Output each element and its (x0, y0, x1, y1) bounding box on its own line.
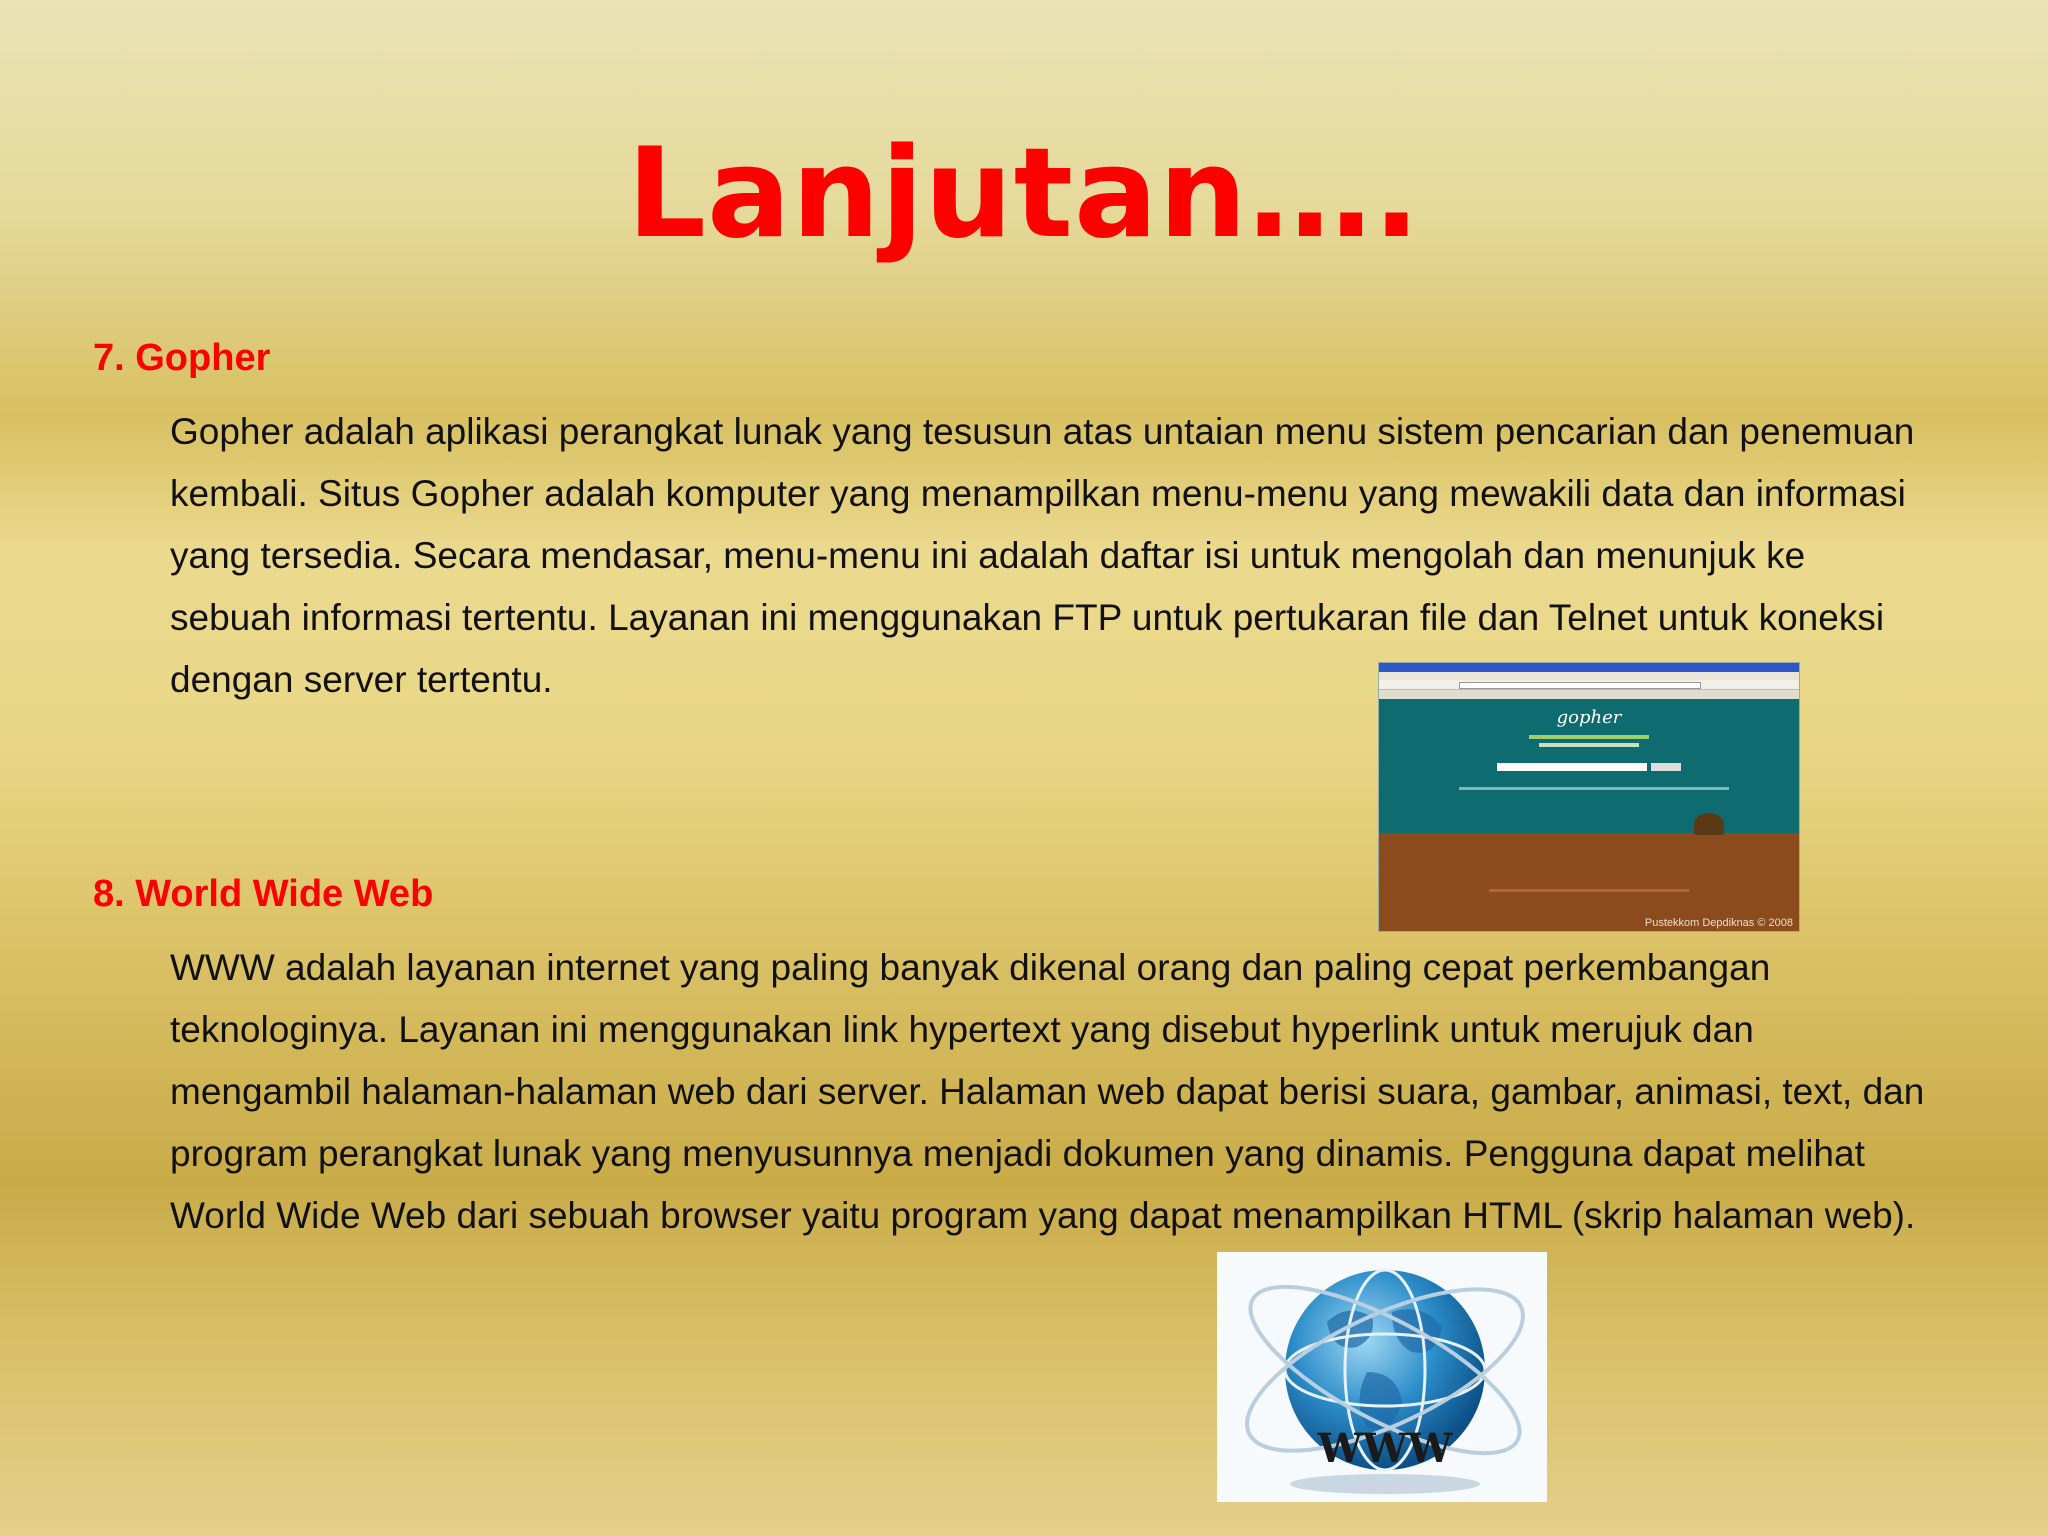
gopher-search-box (1497, 763, 1647, 771)
browser-address-field (1459, 682, 1701, 689)
browser-titlebar (1379, 663, 1799, 672)
section-body-gopher: Gopher adalah aplikasi perangkat lunak yang tesusun atas untaian menu sistem pencarian dan penemuan kembali. Situs Gopher adalah komputer yang menampilkan menu-menu yang mewakili data dan informasi yang tersedia. Secara mendasar, menu-menu ini adalah daftar isi untuk mengolah dan menunjuk ke sebuah informasi tertentu. Layanan ini menggunakan FTP untuk pertukaran file dan Telnet untuk koneksi dengan server tertentu. (170, 411, 1915, 700)
globe-icon (1217, 1252, 1547, 1502)
section-heading-gopher: 7. Gopher (93, 337, 271, 379)
section-heading-www: 8. World Wide Web (93, 873, 434, 915)
gopher-links-row (1459, 787, 1729, 790)
gopher-image-credit: Pustekkom Depdiknas © 2008 (1644, 917, 1793, 929)
gopher-logo-text: gopher (1556, 707, 1622, 728)
gopher-screenshot-image (1378, 662, 1800, 932)
gopher-tagline (1529, 735, 1649, 739)
browser-links-bar (1379, 690, 1799, 699)
gopher-tagline-sub (1539, 743, 1639, 747)
gopher-search-button (1651, 763, 1681, 771)
gopher-mole-mound (1694, 813, 1724, 835)
slide-title: Lanjutan…. (626, 122, 1422, 266)
www-globe-image (1217, 1252, 1547, 1502)
www-label: WWW (1317, 1425, 1453, 1472)
gopher-footer-links (1489, 889, 1689, 892)
browser-menubar (1379, 672, 1799, 680)
section-body-www: WWW adalah layanan internet yang paling banyak dikenal orang dan paling cepat perkembangan teknologinya. Layanan ini menggunakan link hypertext yang disebut hyperlink untuk merujuk dan mengambil halaman-halaman web dari server. Halaman web dapat berisi suara, gambar, animasi, text, dan program perangkat lunak yang menyusunnya menjadi dokumen yang dinamis. Pengguna dapat melihat World Wide Web dari sebuah browser yaitu program yang dapat menampilkan HTML (skrip halaman web). (170, 947, 1925, 1236)
